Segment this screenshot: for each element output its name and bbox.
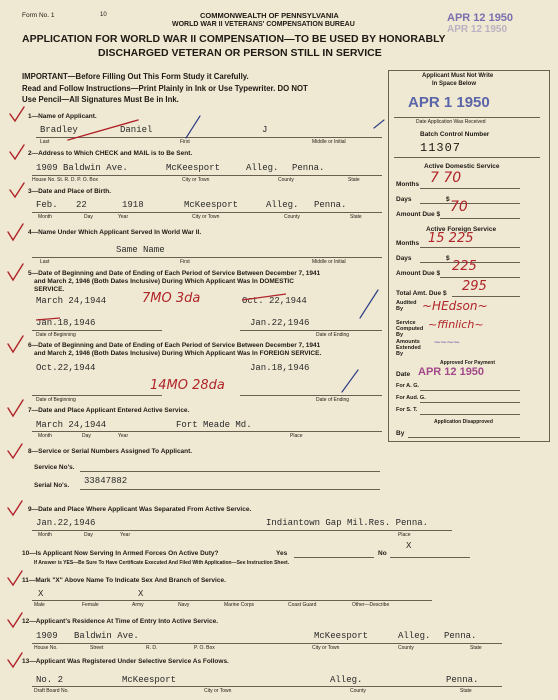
serial-nos-label: Serial No's. xyxy=(34,482,70,489)
branch-mark: X xyxy=(138,589,144,599)
q2-sub-city: City or Town xyxy=(182,177,210,183)
q6-label: 6—Date of Beginning and Date of Ending of Each Period of Service Between December 7, 1941 xyxy=(28,342,321,349)
q12-sub-state: State xyxy=(470,645,482,651)
q11-label: 11—Mark "X" Above Name To Indicate Sex And Branch of Service. xyxy=(22,577,226,584)
q6-sub-end: Date of Ending xyxy=(316,397,350,403)
domestic-begin-1: March 24,1944 xyxy=(36,296,107,306)
q2-sub-state: State xyxy=(348,177,360,183)
mail-county: Alleg. xyxy=(246,163,279,173)
must-not-write-label: Applicant Must Not Write xyxy=(422,73,494,79)
for-st-label: For S. T. xyxy=(396,407,418,413)
birth-year: 1918 xyxy=(122,200,144,210)
residence-house: 1909 xyxy=(36,631,58,641)
q8-label: 8—Service or Serial Numbers Assigned To Applicant. xyxy=(28,448,193,455)
check-mark-q1 xyxy=(10,107,24,121)
instruction-read: Read and Follow Instructions—Print Plainly in Ink or Use Typewriter. DO NOT xyxy=(22,84,308,93)
red-stroke-name xyxy=(68,120,138,140)
q1-sub-middle: Middle or Initial xyxy=(312,139,346,145)
mail-street: 1909 Baldwin Ave. xyxy=(36,163,128,173)
q11-sub-coast-guard: Coast Guard xyxy=(288,602,317,608)
q11-sub-male: Male xyxy=(34,602,45,608)
q13-sub-city: City or Town xyxy=(204,688,232,694)
domestic-months-value: 7 70 xyxy=(430,170,462,186)
q5-label-3: SERVICE. xyxy=(34,286,65,293)
q11-sub-marine: Marine Corps xyxy=(224,602,255,608)
q3-sub-state: State xyxy=(350,214,362,220)
q13-sub-county: County xyxy=(350,688,366,694)
space-below-label: In Space Below xyxy=(432,81,477,87)
form-code: 10 xyxy=(100,12,107,18)
commonwealth-title: COMMONWEALTH OF PENNSYLVANIA xyxy=(200,11,339,20)
disapproved-by-label: By xyxy=(396,430,405,437)
q9-sub-year: Year xyxy=(120,532,131,538)
q3-sub-month: Month xyxy=(38,214,52,220)
residence-county: Alleg. xyxy=(398,631,431,641)
serial-number: 33847882 xyxy=(84,476,128,486)
approved-payment-label: Approved For Payment xyxy=(440,360,496,366)
q1-sub-last: Last xyxy=(40,139,50,145)
date-received-label: Date Application Was Received xyxy=(416,119,486,125)
audited-signature: ~HEdson~ xyxy=(422,299,488,313)
draft-county: Alleg. xyxy=(330,675,363,685)
foreign-days-label: Days xyxy=(396,255,412,262)
foreign-service-title: Active Foreign Service xyxy=(426,226,497,233)
q7-label: 7—Date and Place Applicant Entered Active Service. xyxy=(28,407,190,414)
form-title-line1: APPLICATION FOR WORLD WAR II COMPENSATION—TO BE USED BY HONORABLY xyxy=(22,33,446,45)
served-name: Same Name xyxy=(116,245,165,255)
q12-sub-pobox: P. O. Box xyxy=(194,645,215,651)
q12-sub-house: House No. xyxy=(34,645,58,651)
check-mark-q3 xyxy=(10,183,24,197)
form-title-line2: DISCHARGED VETERAN OR PERSON STILL IN SERVICE xyxy=(98,47,382,59)
birth-day: 22 xyxy=(76,200,87,210)
computed-signature: ~ffinlich~ xyxy=(428,318,484,331)
separated-date: Jan.22,1946 xyxy=(36,518,96,528)
entered-place: Fort Meade Md. xyxy=(176,420,252,430)
q9-sub-month: Month xyxy=(38,532,52,538)
blue-stroke-name xyxy=(186,116,200,138)
residence-city: McKeesport xyxy=(314,631,369,641)
draft-state: Penna. xyxy=(446,675,479,685)
domestic-months-label: Months xyxy=(396,181,420,188)
residence-state: Penna. xyxy=(444,631,477,641)
q1-label: 1—Name of Applicant. xyxy=(28,113,97,120)
q11-sub-female: Female xyxy=(82,602,99,608)
q12-sub-rd: R. D. xyxy=(146,645,158,651)
disapproved-label: Application Disapproved xyxy=(434,419,493,425)
birth-county: Alleg. xyxy=(266,200,299,210)
q5-label-2: and March 2, 1946 (Both Dates Inclusive) During Which Applicant Was In DOMESTIC xyxy=(34,278,294,285)
domestic-days-label: Days xyxy=(396,196,412,203)
check-mark-q5 xyxy=(8,264,23,280)
received-stamp-top: APR 12 1950 xyxy=(447,12,514,24)
total-amount-value: 295 xyxy=(462,279,487,294)
q1-sub-first: First xyxy=(180,139,190,145)
instruction-important: IMPORTANT—Before Filling Out This Form Study it Carefully. xyxy=(22,72,249,81)
q3-sub-county: County xyxy=(284,214,300,220)
q7-sub-month: Month xyxy=(38,433,52,439)
no-label: No xyxy=(378,550,387,557)
applicant-first-name: Daniel xyxy=(120,125,153,135)
foreign-begin: Oct.22,1944 xyxy=(36,363,96,373)
red-strike-jan xyxy=(36,318,60,320)
domestic-amount-value: 70 xyxy=(450,199,468,215)
red-strike-oct xyxy=(242,294,286,300)
blue-tick-address xyxy=(374,120,384,128)
q11-sub-army: Army xyxy=(132,602,144,608)
draft-city: McKeesport xyxy=(122,675,177,685)
q13-label: 13—Applicant Was Registered Under Selective Service As Follows. xyxy=(22,658,229,665)
foreign-amount-label: Amount Due $ xyxy=(396,270,441,277)
q12-sub-street: Street xyxy=(90,645,104,651)
q2-sub-house: House No. St. R. D. P. O. Box xyxy=(32,177,99,183)
batch-control-number: 11307 xyxy=(420,141,462,155)
service-nos-label: Service No's. xyxy=(34,464,75,471)
separated-place: Indiantown Gap Mil.Res. Penna. xyxy=(266,518,429,528)
check-mark-q4 xyxy=(8,224,23,240)
q3-sub-year: Year xyxy=(118,214,129,220)
draft-board-no: No. 2 xyxy=(36,675,64,685)
sex-mark: X xyxy=(38,589,44,599)
total-amount-label: Total Amt. Due $ xyxy=(396,290,447,297)
foreign-months-label: Months xyxy=(396,240,420,247)
check-mark-q8 xyxy=(8,444,22,458)
q7-sub-place: Place xyxy=(290,433,303,439)
applicant-last-name: Bradley xyxy=(40,125,78,135)
q4-sub-middle: Middle or Initial xyxy=(312,259,346,265)
service-computed-label: Service Computed By xyxy=(396,320,424,338)
q2-sub-county: County xyxy=(278,177,294,183)
q6-label-2: and March 2, 1946 (Both Dates Inclusive) During Which Applicant Was In FOREIGN SERVICE. xyxy=(34,350,322,357)
q7-sub-year: Year xyxy=(118,433,129,439)
blue-stroke-domestic xyxy=(360,290,378,318)
approved-date-stamp: APR 12 1950 xyxy=(418,366,485,378)
entered-date: March 24,1944 xyxy=(36,420,107,430)
check-mark-q12 xyxy=(8,613,22,627)
foreign-amount-value: 225 xyxy=(452,259,477,274)
q2-label: 2—Address to Which CHECK and MAIL is to Be Sent. xyxy=(28,150,193,157)
for-ag-label: For A. G. xyxy=(396,383,420,389)
domestic-end-1: Oct. 22,1944 xyxy=(242,296,307,306)
q13-sub-state: State xyxy=(460,688,472,694)
q9-sub-place: Place xyxy=(398,532,411,538)
birth-city: McKeesport xyxy=(184,200,239,210)
check-mark-q11 xyxy=(8,571,22,585)
q3-sub-day: Day xyxy=(84,214,93,220)
received-stamp-faded: APR 12 1950 xyxy=(447,24,508,35)
q10-note: If Answer is YES—Be Sure To Have Certificate Executed And Filed With Application—See Instruction Sheet. xyxy=(34,560,290,566)
check-mark-q7 xyxy=(8,400,23,416)
birth-month: Feb. xyxy=(36,200,58,210)
applicant-middle-initial: J xyxy=(262,125,268,135)
domestic-days-value: $ xyxy=(446,196,450,203)
extended-signature: ~~~~ xyxy=(434,337,460,349)
foreign-months-value: 15 225 xyxy=(428,231,474,246)
q3-label: 3—Date and Place of Birth. xyxy=(28,188,112,195)
mail-city: McKeesport xyxy=(166,163,221,173)
no-mark: X xyxy=(406,541,412,551)
received-date-stamp: APR 1 1950 xyxy=(408,94,490,111)
q12-sub-city: City or Town xyxy=(312,645,340,651)
q4-sub-last: Last xyxy=(40,259,50,265)
amounts-extended-label: Amounts Extended By xyxy=(396,339,421,357)
check-mark-q2 xyxy=(10,145,24,159)
check-mark-q13 xyxy=(8,653,22,667)
q5-sub-end: Date of Ending xyxy=(316,332,350,338)
check-mark-q6 xyxy=(8,336,23,352)
batch-control-label: Batch Control Number xyxy=(420,131,490,138)
birth-state: Penna. xyxy=(314,200,347,210)
q11-sub-navy: Navy xyxy=(178,602,190,608)
q12-label: 12—Applicant's Residence At Time of Entry Into Active Service. xyxy=(22,618,219,625)
q3-sub-city: City or Town xyxy=(192,214,220,220)
domestic-service-title: Active Domestic Service xyxy=(424,163,500,170)
yes-label: Yes xyxy=(276,550,288,557)
foreign-days-value: $ xyxy=(446,255,450,262)
domestic-duration-note: 7MO 3da xyxy=(142,291,201,306)
audited-by-label: Audited By xyxy=(396,300,417,312)
domestic-amount-label: Amount Due $ xyxy=(396,211,441,218)
instruction-pencil: Use Pencil—All Signatures Must Be in Ink. xyxy=(22,95,179,104)
foreign-duration-note: 14MO 28da xyxy=(150,378,225,393)
q9-sub-day: Day xyxy=(84,532,93,538)
foreign-end: Jan.18,1946 xyxy=(250,363,310,373)
q5-sub-begin: Date of Beginning xyxy=(36,332,76,338)
q4-label: 4—Name Under Which Applicant Served In World War II. xyxy=(28,229,202,236)
q4-sub-first: First xyxy=(180,259,190,265)
q12-sub-county: County xyxy=(398,645,414,651)
q10-label: 10—Is Applicant Now Serving In Armed Forces On Active Duty? xyxy=(22,550,219,557)
blue-stroke-foreign xyxy=(342,370,358,392)
q5-label: 5—Date of Beginning and Date of Ending of Each Period of Service Between December 7, 1941 xyxy=(28,270,321,277)
check-mark-q9 xyxy=(8,501,22,515)
q11-sub-other: Other—Describe xyxy=(352,602,390,608)
form-number: Form No. 1 xyxy=(22,12,55,19)
approved-date-label: Date xyxy=(396,371,411,378)
bureau-title: WORLD WAR II VETERANS' COMPENSATION BUREAU xyxy=(172,21,355,28)
q13-sub-board: Draft Board No. xyxy=(34,688,69,694)
residence-street: Baldwin Ave. xyxy=(74,631,139,641)
q6-sub-begin: Date of Beginning xyxy=(36,397,76,403)
domestic-end-2: Jan.22,1946 xyxy=(250,318,310,328)
domestic-begin-2: Jan.18,1946 xyxy=(36,318,96,328)
q9-label: 9—Date and Place Where Applicant Was Separated From Active Service. xyxy=(28,506,252,513)
for-aud-label: For Aud. G. xyxy=(396,395,426,401)
q7-sub-day: Day xyxy=(82,433,91,439)
mail-state: Penna. xyxy=(292,163,325,173)
